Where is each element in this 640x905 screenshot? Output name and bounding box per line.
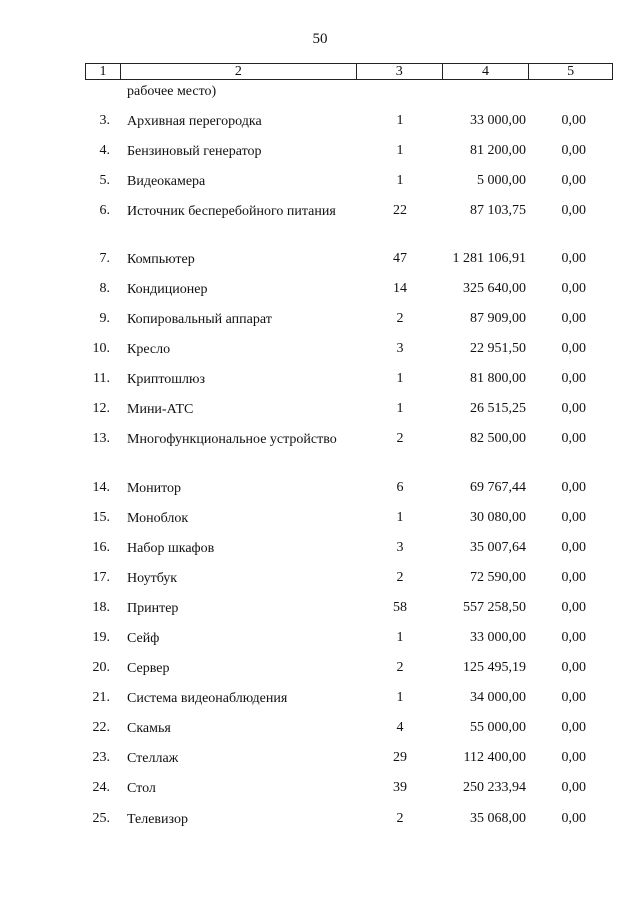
row-name: Сервер [127,661,170,676]
row-qty: 2 [396,431,404,446]
row-num: 7. [99,251,110,266]
row-name: Скамья [127,721,171,736]
table-row [0,630,640,650]
row-name: Набор шкафов [127,541,215,556]
row-qty: 2 [396,311,404,326]
row-qty: 1 [396,630,404,645]
row-qty: 2 [396,570,404,585]
row-name: Архивная перегородка [127,114,262,129]
row-qty: 1 [396,113,404,128]
row-sum: 81 800,00 [470,371,526,386]
row-qty: 6 [396,480,404,495]
row-name: Криптошлюз [127,372,206,387]
row-name: Мини-АТС [127,402,194,417]
table-row [0,143,640,163]
row-val: 0,00 [561,341,586,356]
row-num: 25. [92,811,110,826]
row-name: Источник бесперебойного питания [127,204,336,219]
row-val: 0,00 [561,540,586,555]
row-val: 0,00 [561,431,586,446]
row-val: 0,00 [561,660,586,675]
row-num: 5. [99,173,110,188]
header-col-2: 2 [121,64,357,79]
row-sum: 69 767,44 [470,480,526,495]
row-sum: 112 400,00 [463,750,526,765]
table-row [0,401,640,421]
table-row [0,660,640,680]
header-col-4: 4 [443,64,530,79]
row-val: 0,00 [561,143,586,158]
row-val: 0,00 [561,811,586,826]
row-qty: 22 [393,203,407,218]
table-row [0,371,640,391]
table-row [0,750,640,770]
row-qty: 29 [393,750,407,765]
row-name: Моноблок [127,511,189,526]
row-name: Телевизор [127,812,188,827]
header-col-1: 1 [86,64,121,79]
table-row [0,113,640,133]
row-num: 24. [92,780,110,795]
row-name: Многофункциональное устройство [127,432,337,447]
row-sum: 125 495,19 [463,660,526,675]
row-qty: 1 [396,173,404,188]
row-num: 23. [92,750,110,765]
row-num: 22. [92,720,110,735]
row-val: 0,00 [561,401,586,416]
row-num: 12. [92,401,110,416]
row-sum: 33 000,00 [470,113,526,128]
row-num: 20. [92,660,110,675]
row-sum: 35 007,64 [470,540,526,555]
row-name: Видеокамера [127,174,206,189]
row-qty: 14 [393,281,407,296]
table-row [0,811,640,831]
row-val: 0,00 [561,750,586,765]
row-name: Компьютер [127,252,195,267]
row-num: 14. [92,480,110,495]
row-qty: 1 [396,690,404,705]
row-val: 0,00 [561,113,586,128]
row-name: Принтер [127,601,179,616]
table-row [0,281,640,301]
row-num: 3. [99,113,110,128]
table-row [0,690,640,710]
page-number: 50 [312,31,328,47]
row-name: Стеллаж [127,751,179,766]
row-sum: 33 000,00 [470,630,526,645]
row-name: Сейф [127,631,160,646]
row-qty: 3 [396,341,404,356]
row-qty: 39 [393,780,407,795]
row-qty: 4 [396,720,404,735]
row-num: 8. [99,281,110,296]
row-val: 0,00 [561,630,586,645]
row-name: Копировальный аппарат [127,312,272,327]
row-sum: 5 000,00 [477,173,526,188]
row-sum: 250 233,94 [463,780,526,795]
row-num: 18. [92,600,110,615]
row-sum: 557 258,50 [463,600,526,615]
row-num: 16. [92,540,110,555]
row-name: Монитор [127,481,182,496]
row-val: 0,00 [561,720,586,735]
continuation-text: рабочее место) [127,84,217,99]
table-row [0,311,640,331]
row-val: 0,00 [561,510,586,525]
row-name: Стол [127,781,156,796]
row-qty: 3 [396,540,404,555]
row-num: 17. [92,570,110,585]
header-col-5: 5 [567,64,575,79]
row-val: 0,00 [561,480,586,495]
row-qty: 1 [396,143,404,158]
table-row [0,720,640,740]
row-name: Бензиновый генератор [127,144,262,159]
row-val: 0,00 [561,311,586,326]
row-name: Система видеонаблюдения [127,691,288,706]
row-num: 6. [99,203,110,218]
row-sum: 72 590,00 [470,570,526,585]
row-sum: 87 909,00 [470,311,526,326]
row-qty: 2 [396,660,404,675]
row-val: 0,00 [561,780,586,795]
table-row [0,510,640,530]
row-sum: 30 080,00 [470,510,526,525]
row-num: 13. [92,431,110,446]
table-header [85,63,613,80]
table-row [0,780,640,800]
row-val: 0,00 [561,173,586,188]
row-val: 0,00 [561,371,586,386]
row-val: 0,00 [561,203,586,218]
table-row [0,341,640,361]
row-sum: 325 640,00 [463,281,526,296]
table-row [0,480,640,500]
table-row [0,570,640,590]
row-sum: 87 103,75 [470,203,526,218]
row-sum: 34 000,00 [470,690,526,705]
row-num: 9. [99,311,110,326]
row-sum: 82 500,00 [470,431,526,446]
row-num: 4. [99,143,110,158]
row-val: 0,00 [561,251,586,266]
row-sum: 26 515,25 [470,401,526,416]
row-name: Ноутбук [127,571,178,586]
row-qty: 1 [396,510,404,525]
row-qty: 1 [396,371,404,386]
table-row [0,203,640,223]
row-name: Кондиционер [127,282,208,297]
row-qty: 1 [396,401,404,416]
row-sum: 1 281 106,91 [452,251,526,266]
row-sum: 22 951,50 [470,341,526,356]
table-row [0,600,640,620]
row-num: 19. [92,630,110,645]
table-row [0,251,640,271]
row-sum: 35 068,00 [470,811,526,826]
row-val: 0,00 [561,600,586,615]
row-num: 11. [93,371,110,386]
row-qty: 58 [393,600,407,615]
row-val: 0,00 [561,690,586,705]
row-name: Кресло [127,342,171,357]
row-val: 0,00 [561,570,586,585]
row-num: 10. [92,341,110,356]
header-col-3: 3 [357,64,443,79]
row-qty: 47 [393,251,407,266]
row-num: 15. [92,510,110,525]
table-row [0,173,640,193]
row-qty: 2 [396,811,404,826]
table-row [0,431,640,451]
table-row [0,540,640,560]
row-val: 0,00 [561,281,586,296]
row-sum: 81 200,00 [470,143,526,158]
row-num: 21. [92,690,110,705]
row-sum: 55 000,00 [470,720,526,735]
